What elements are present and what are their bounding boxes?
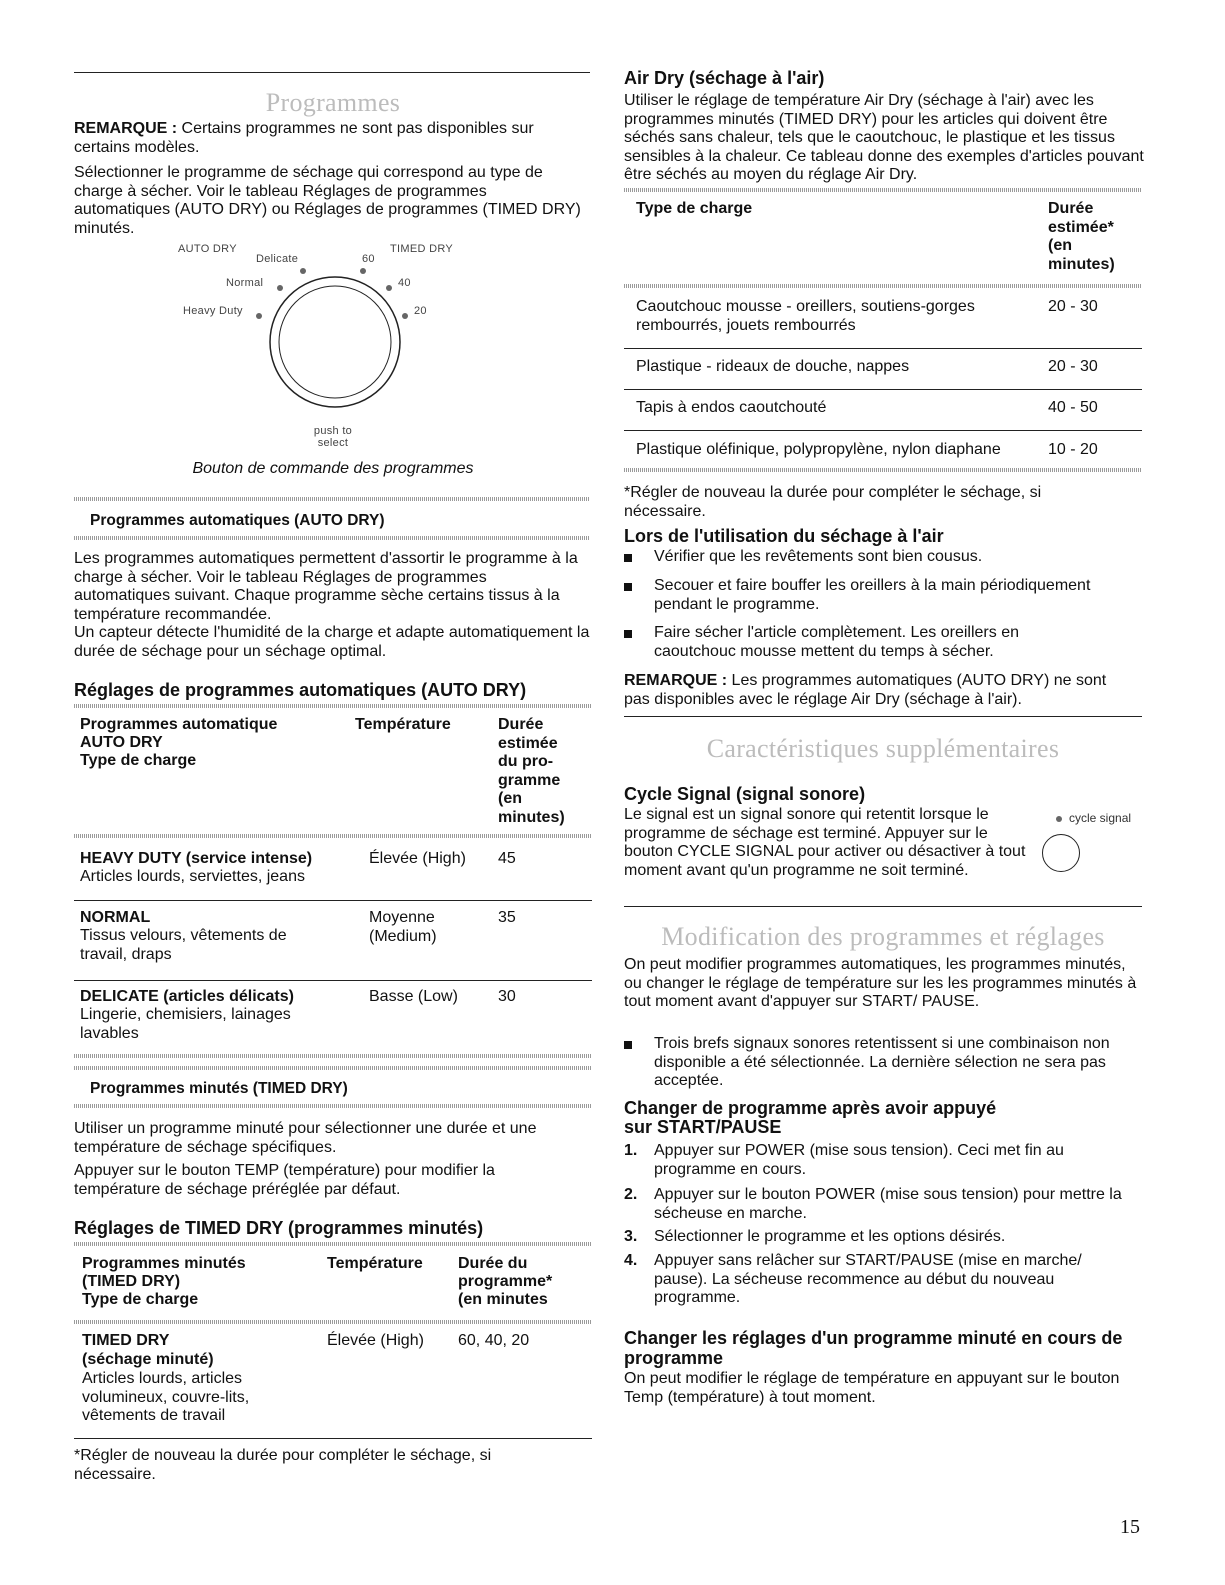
row-load-type: Plastique oléfinique, polypropylène, nylon diaphane: [636, 441, 1001, 458]
timed-footnote: *Régler de nouveau la durée pour compléter le séchage, si nécessaire.: [74, 1447, 492, 1483]
list-item: [624, 1035, 1124, 1091]
hatch-divider: [74, 1054, 592, 1058]
row-load-type: Plastique - rideaux de douche, nappes: [636, 358, 910, 375]
top-rule-left: [74, 72, 590, 73]
air-table-header-duration: Durée estimée* (en minutes): [1048, 200, 1115, 273]
section-rule: [624, 716, 1142, 717]
changer-title-line-1: Changer de programme après avoir appuyé: [624, 1098, 997, 1118]
knob-label-20: 20: [414, 305, 427, 317]
air-dry-paragraph: Utiliser le réglage de température Air Dry (séchage à l'air) avec les programmes minutés (TIMED DRY) pour les articles qui doivent être séchés sans chaleur, tels que le caoutchouc, le plastique et les tissus sensibles à la chaleur. Ce tableau donne des exemples d'articles pouvant être séchés au moyen du réglage Air Dry.: [624, 92, 1144, 183]
row-program-name: HEAVY DUTY (service intense): [80, 850, 313, 867]
intro-paragraph: Sélectionner le programme de séchage qui correspond au type de charge à sécher. Voir le tableau Réglages de programmes automatiques (AUTO DRY) ou Réglages de programmes (TIMED DRY) minutés.: [74, 164, 581, 237]
bullet-icon: [624, 1041, 632, 1049]
auto-table-header-1a: Programmes automatique: [80, 716, 278, 733]
auto-dry-paragraph-2: Un capteur détecte l'humidité de la charge et adapte automatiquement la durée de séchage pour un séchage optimal.: [74, 624, 590, 660]
bullet-icon: [624, 583, 632, 591]
row-program-duration: 45: [498, 850, 516, 867]
row-program-name: NORMAL: [80, 909, 151, 926]
air-table-header-type: Type de charge: [636, 200, 753, 217]
hatch-divider: [74, 1104, 592, 1108]
timed-table-header-temp: Température: [327, 1255, 423, 1272]
list-item: [624, 1142, 1124, 1179]
cycle-signal-dot: [1056, 816, 1062, 822]
knob-label-normal: Normal: [226, 277, 264, 289]
section-title-programmes: Programmes: [265, 88, 401, 117]
row-program-name: TIMED DRY: [82, 1332, 170, 1349]
step-text: Appuyer sans relâcher sur START/PAUSE (mise en marche/ pause). La sécheuse recommence au début du nouveau programme.: [654, 1252, 1082, 1306]
timed-table-header-1a: Programmes minutés: [82, 1255, 246, 1272]
timed-table-header-duration-2: programme*: [458, 1273, 553, 1290]
list-item: [624, 1228, 1124, 1247]
timed-table-header-1c: Type de charge: [82, 1291, 199, 1308]
knob-label-select: select: [317, 437, 349, 449]
list-item: [624, 1252, 1129, 1308]
knob-label-60: 60: [362, 253, 375, 265]
step-number: 4.: [624, 1252, 638, 1269]
row-program-temp: Moyenne (Medium): [369, 909, 437, 945]
remarque-text: Certains programmes ne sont pas disponibles sur certains modèles.: [74, 120, 534, 156]
step-text: Appuyer sur le bouton POWER (mise sous tension) pour mettre la sécheuse en marche.: [654, 1186, 1122, 1222]
knob-label-auto-dry: AUTO DRY: [178, 243, 237, 255]
row-program-subname: (séchage minuté): [82, 1351, 214, 1368]
remarque2-paragraph: [624, 672, 1134, 709]
knob-label-push-to: push to: [313, 425, 353, 437]
lors-title: Lors de l'utilisation du séchage à l'air: [624, 526, 944, 546]
step-text: Appuyer sur POWER (mise sous tension). Ceci met fin au programme en cours.: [654, 1142, 1064, 1178]
auto-table-header-1b: AUTO DRY: [80, 734, 163, 751]
timed-table-header-1b: (TIMED DRY): [82, 1273, 181, 1290]
auto-dry-heading: Programmes automatiques (AUTO DRY): [90, 512, 385, 529]
auto-table-header-duration: Durée estimée du pro-gramme (en minutes): [498, 716, 565, 826]
hatch-divider: [74, 536, 590, 540]
step-text: Sélectionner le programme et les options désirés.: [654, 1228, 1006, 1245]
remarque2-text: Les programmes automatiques (AUTO DRY) ne sont pas disponibles avec le réglage Air Dry (séchage à l'air).: [624, 672, 1107, 708]
air-footnote: *Régler de nouveau la durée pour compléter le séchage, si nécessaire.: [624, 484, 1042, 520]
row-divider: [74, 980, 592, 981]
hatch-divider: [74, 497, 590, 501]
auto-table-header-1c: Type de charge: [80, 752, 197, 769]
list-item: [624, 624, 1144, 661]
hatch-divider: [624, 468, 1142, 472]
row-program-duration: 35: [498, 909, 516, 926]
row-load-type: Caoutchouc mousse - oreillers, soutiens-gorges rembourrés, jouets rembourrés: [636, 298, 975, 334]
hatch-divider: [74, 1242, 592, 1246]
changer2-title: Changer les réglages d'un programme minuté en cours de programme: [624, 1328, 1123, 1368]
row-divider: [624, 430, 1142, 431]
hatch-divider: [624, 188, 1142, 192]
table-bottom-rule: [74, 1438, 592, 1439]
row-load-duration: 20 - 30: [1048, 358, 1098, 375]
remarque2-label: REMARQUE :: [624, 672, 728, 689]
list-item-text: Faire sécher l'article complètement. Les oreillers en caoutchouc mousse mettent du temps à sécher.: [654, 624, 1019, 660]
list-item-text: Trois brefs signaux sonores retentissent si une combinaison non disponible a été sélectionnée. La dernière sélection ne sera pas acceptée.: [654, 1035, 1110, 1089]
auto-table-title: Réglages de programmes automatiques (AUTO DRY): [74, 680, 527, 700]
timed-table-header-duration-3: (en minutes: [458, 1291, 548, 1308]
hatch-divider: [74, 1320, 592, 1324]
section-title-modification: Modification des programmes et réglages: [661, 922, 1105, 951]
knob-label-timed-dry: TIMED DRY: [390, 243, 454, 255]
list-item: [624, 1186, 1124, 1223]
knob-label-heavy-duty: Heavy Duty: [183, 305, 243, 317]
hatch-divider: [624, 284, 1142, 288]
knob-caption: Bouton de commande des programmes: [192, 460, 474, 477]
changer-title-line-2: sur START/PAUSE: [624, 1117, 782, 1137]
bullet-icon: [624, 554, 632, 562]
cycle-signal-label: cycle signal: [1069, 811, 1132, 825]
step-number: 3.: [624, 1228, 638, 1245]
remarque-paragraph: [74, 120, 592, 157]
step-number: 2.: [624, 1186, 638, 1203]
timed-table-title: Réglages de TIMED DRY (programmes minutés): [74, 1218, 484, 1238]
row-divider: [624, 389, 1142, 390]
timed-dry-paragraph-2: Appuyer sur le bouton TEMP (température) pour modifier la température de séchage préréglée par défaut.: [74, 1162, 495, 1198]
list-item: [624, 577, 1144, 614]
cycle-signal-paragraph: Le signal est un signal sonore qui retentit lorsque le programme de séchage est terminé. Appuyer sur le bouton CYCLE SIGNAL pour activer ou désactiver à tout moment avant qu'un programme ne soit terminé.: [624, 806, 1026, 879]
hatch-divider: [74, 704, 592, 708]
hatch-divider: [74, 834, 592, 838]
step-number: 1.: [624, 1142, 638, 1159]
section-rule: [624, 906, 1142, 907]
row-load-duration: 20 - 30: [1048, 298, 1098, 315]
auto-table-header-temp: Température: [355, 716, 451, 733]
row-divider: [624, 348, 1142, 349]
remarque-label: REMARQUE :: [74, 120, 178, 137]
row-program-duration: 60, 40, 20: [458, 1332, 530, 1349]
timed-dry-heading: Programmes minutés (TIMED DRY): [90, 1080, 348, 1097]
row-load-duration: 10 - 20: [1048, 441, 1098, 458]
row-program-desc: Tissus velours, vêtements de travail, draps: [80, 927, 287, 963]
bullet-icon: [624, 630, 632, 638]
row-program-duration: 30: [498, 988, 516, 1005]
auto-dry-paragraph-1: Les programmes automatiques permettent d'assortir le programme à la charge à sécher. Voir le tableau Réglages de programmes automatiques suivant. Chaque programme sèche certains tissus à la température recommandée.: [74, 550, 578, 623]
row-load-duration: 40 - 50: [1048, 399, 1098, 416]
page-number: 15: [1120, 1516, 1140, 1538]
cycle-signal-title: Cycle Signal (signal sonore): [624, 784, 866, 804]
timed-dry-paragraph-1: Utiliser un programme minuté pour sélectionner une durée et une température de séchage spécifiques.: [74, 1120, 537, 1156]
row-program-desc: Articles lourds, articles volumineux, couvre-lits, vêtements de travail: [82, 1370, 250, 1424]
knob-label-delicate: Delicate: [256, 253, 299, 265]
row-program-name: DELICATE (articles délicats): [80, 988, 294, 1005]
timed-table-header-duration-1: Durée du: [458, 1255, 528, 1272]
row-program-temp: Basse (Low): [369, 988, 458, 1005]
knob-label-40: 40: [398, 277, 411, 289]
row-program-desc: Lingerie, chemisiers, lainages lavables: [80, 1006, 291, 1042]
row-program-temp: Élevée (High): [369, 850, 466, 867]
cycle-signal-button: [1042, 834, 1080, 872]
changer2-paragraph: On peut modifier le réglage de température en appuyant sur le bouton Temp (température) à tout moment.: [624, 1370, 1120, 1406]
row-program-desc: Articles lourds, serviettes, jeans: [80, 868, 305, 885]
row-program-temp: Élevée (High): [327, 1332, 424, 1349]
row-divider: [74, 900, 592, 901]
section-title-caracteristiques: Caractéristiques supplémentaires: [706, 734, 1060, 763]
air-dry-title: Air Dry (séchage à l'air): [624, 68, 825, 88]
knob-dial-icon: [260, 270, 410, 420]
modification-paragraph: On peut modifier programmes automatiques, les programmes minutés, ou changer le réglage de température sur les les programmes minutés à tout moment avant d'appuyer sur START/ PAUSE.: [624, 956, 1137, 1010]
list-item: [624, 548, 1144, 567]
hatch-divider: [74, 1066, 592, 1070]
row-load-type: Tapis à endos caoutchouté: [636, 399, 827, 416]
list-item-text: Vérifier que les revêtements sont bien cousus.: [654, 548, 983, 565]
list-item-text: Secouer et faire bouffer les oreillers à la main périodiquement pendant le programme.: [654, 577, 1091, 613]
